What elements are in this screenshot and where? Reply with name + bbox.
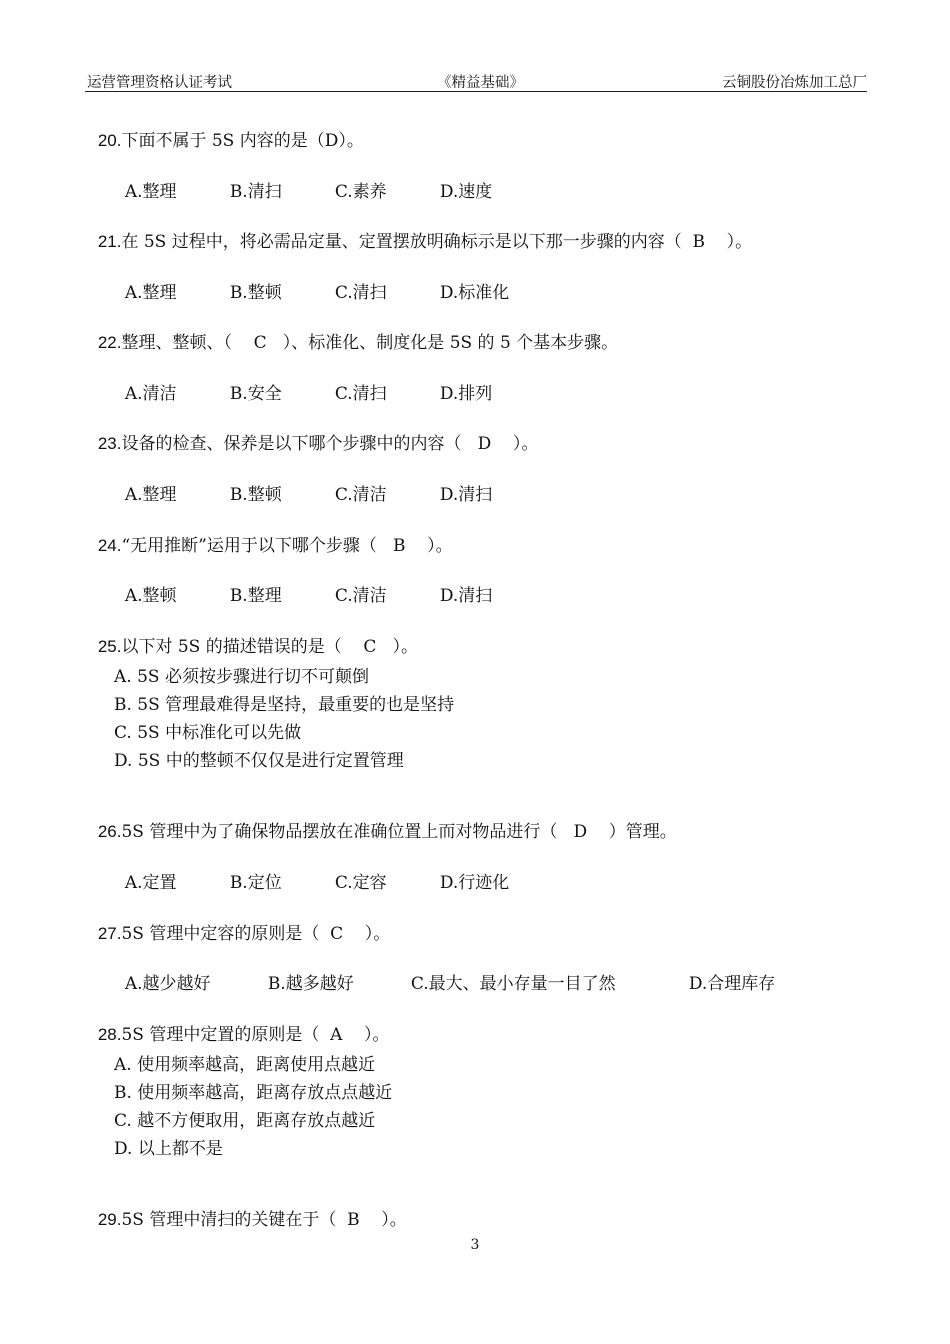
question-26-options — [114, 848, 509, 893]
question-22-options — [114, 359, 492, 404]
option-b: B.整顿 — [229, 283, 282, 303]
question-number: 26. — [97, 822, 122, 841]
option-b: B.整顿 — [229, 485, 282, 505]
option-c: C.定容 — [334, 873, 387, 893]
option-b: B.定位 — [229, 873, 282, 893]
option-b: B.清扫 — [229, 182, 282, 202]
question-24 — [87, 511, 453, 556]
question-25 — [87, 612, 418, 657]
option-c: C. 5S 中标准化可以先做 — [114, 723, 302, 743]
option-c: C.清洁 — [334, 586, 387, 606]
option-d: D.速度 — [439, 182, 493, 202]
option-a: A. 5S 必须按步骤进行切不可颠倒 — [114, 667, 369, 687]
question-number: 28. — [97, 1025, 122, 1044]
question-number: 23. — [97, 434, 122, 453]
option-a: A.定置 — [124, 873, 177, 893]
question-number: 29. — [97, 1210, 122, 1229]
option-b: B.越多越好 — [267, 974, 354, 994]
option-a: A.清洁 — [124, 384, 177, 404]
question-text: 5S 管理中定容的原则是（ C ）。 — [121, 924, 391, 944]
question-26 — [87, 797, 677, 842]
option-b: B. 使用频率越高，距离存放点点越近 — [114, 1083, 393, 1103]
option-c: C.清扫 — [334, 384, 387, 404]
option-c: C.最大、最小存量一目了然 — [410, 974, 616, 994]
question-29 — [87, 1185, 407, 1230]
question-text: “无用推断”运用于以下哪个步骤（ B ）。 — [121, 536, 453, 556]
option-c: C.清扫 — [334, 283, 387, 303]
option-a: A.整理 — [124, 182, 177, 202]
option-a: A. 使用频率越高，距离使用点越近 — [114, 1055, 376, 1075]
option-d: D.行迹化 — [439, 873, 510, 893]
question-number: 25. — [97, 637, 122, 656]
question-23 — [87, 409, 538, 454]
question-text: 5S 管理中定置的原则是（ A ）。 — [121, 1025, 390, 1045]
option-a: A.整顿 — [124, 586, 177, 606]
option-c: C.素养 — [334, 182, 387, 202]
question-number: 27. — [97, 924, 122, 943]
page-number: 3 — [470, 1237, 480, 1253]
question-27 — [87, 899, 390, 944]
question-27-options — [114, 949, 775, 994]
header-subject: 《精益基础》 — [437, 75, 524, 91]
question-number: 24. — [97, 536, 122, 555]
option-b: B.整理 — [229, 586, 282, 606]
page-header — [85, 69, 867, 92]
option-c: C. 越不方便取用，距离存放点越近 — [114, 1111, 376, 1131]
question-22 — [87, 308, 618, 353]
question-number: 21. — [97, 232, 122, 251]
header-exam-title: 运营管理资格认证考试 — [87, 75, 232, 91]
option-d: D.标准化 — [439, 283, 510, 303]
option-b: B.安全 — [229, 384, 282, 404]
option-d: D.清扫 — [439, 485, 493, 505]
question-text: 设备的检查、保养是以下哪个步骤中的内容（ D ）。 — [121, 434, 539, 454]
option-a: A.越少越好 — [124, 974, 211, 994]
option-a: A.整理 — [124, 485, 177, 505]
question-text: 5S 管理中为了确保物品摆放在准确位置上而对物品进行（ D ）管理。 — [121, 822, 677, 842]
option-d: D.排列 — [439, 384, 493, 404]
question-28 — [87, 1000, 390, 1045]
question-text: 在 5S 过程中，将必需品定量、定置摆放明确标示是以下那一步骤的内容（ B ）。 — [121, 232, 753, 252]
option-d: D. 5S 中的整顿不仅仅是进行定置管理 — [114, 751, 404, 771]
question-number: 22. — [97, 333, 122, 352]
option-c: C.清洁 — [334, 485, 387, 505]
question-23-options — [114, 460, 492, 505]
question-24-options — [114, 561, 492, 606]
question-text: 整理、整顿、（ C ）、标准化、制度化是 5S 的 5 个基本步骤。 — [121, 333, 619, 353]
option-d: D.清扫 — [439, 586, 493, 606]
option-b: B. 5S 管理最难得是坚持，最重要的也是坚持 — [114, 695, 455, 715]
question-number: 20. — [97, 131, 122, 150]
header-organization: 云铜股份冶炼加工总厂 — [722, 75, 867, 91]
question-20-options — [114, 157, 492, 202]
option-d: D. 以上都不是 — [114, 1139, 223, 1159]
question-21-options — [114, 258, 509, 303]
option-d: D.合理库存 — [688, 974, 776, 994]
question-text: 以下对 5S 的描述错误的是（ C ）。 — [121, 637, 419, 657]
question-text: 下面不属于 5S 内容的是（D）。 — [121, 131, 364, 151]
question-20 — [87, 106, 364, 151]
question-21 — [87, 207, 752, 252]
question-text: 5S 管理中清扫的关键在于（ B ）。 — [121, 1210, 407, 1230]
option-a: A.整理 — [124, 283, 177, 303]
